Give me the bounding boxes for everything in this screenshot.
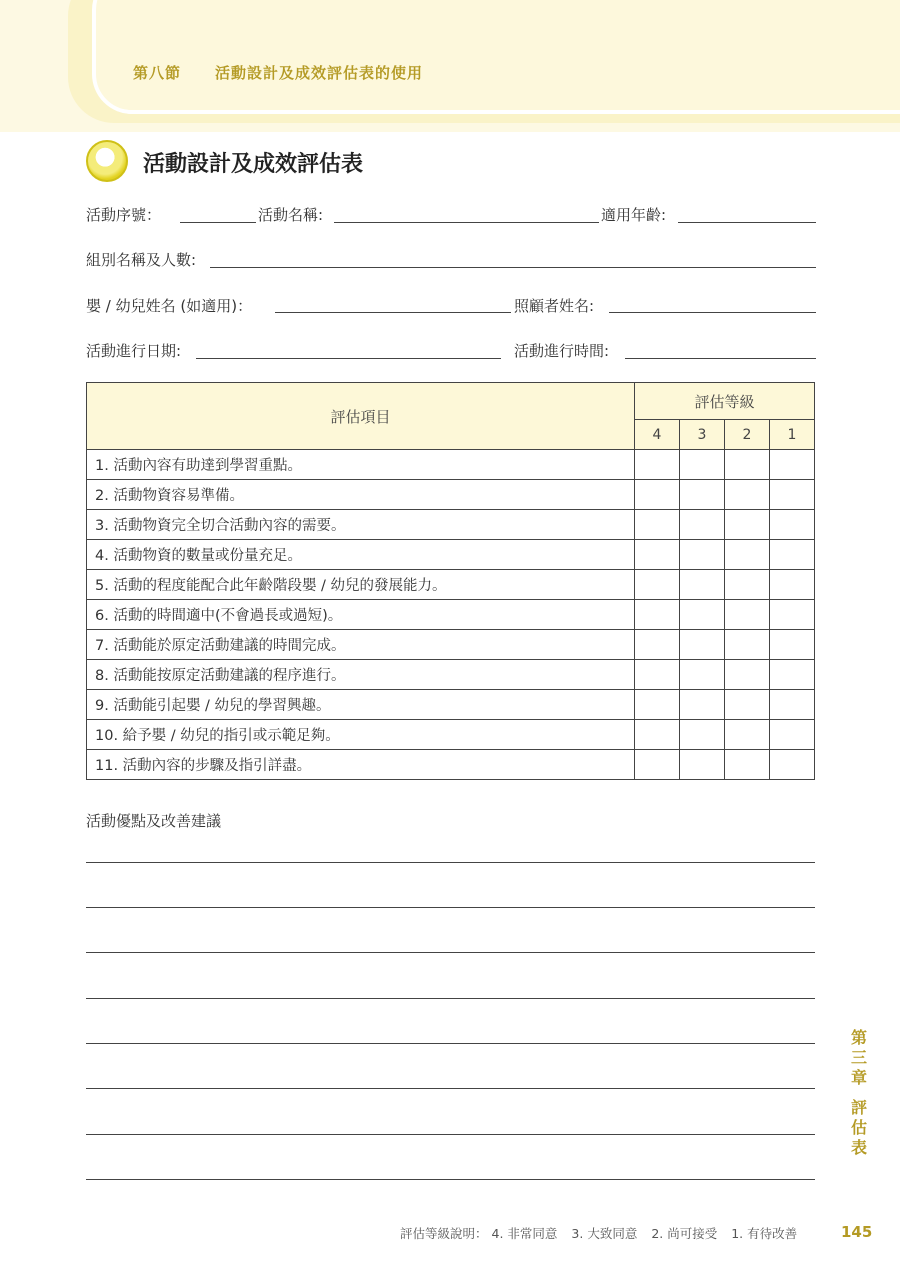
section-header <box>133 62 423 83</box>
score-cell[interactable] <box>635 540 680 570</box>
table-body <box>87 450 815 780</box>
score-cell[interactable] <box>680 600 725 630</box>
evaluation-item: 8. 活動能按原定活動建議的程序進行。 <box>87 660 635 690</box>
score-cell[interactable] <box>725 540 770 570</box>
score-cell[interactable] <box>770 690 815 720</box>
side-tab-char: 三 <box>850 1048 867 1067</box>
group-name-count-line[interactable] <box>210 267 816 268</box>
score-header-1: 1 <box>770 420 815 450</box>
score-cell[interactable] <box>770 570 815 600</box>
table-row <box>87 690 815 720</box>
score-cell[interactable] <box>635 750 680 780</box>
score-cell[interactable] <box>635 600 680 630</box>
score-cell[interactable] <box>725 630 770 660</box>
child-name-line[interactable] <box>275 312 511 313</box>
score-cell[interactable] <box>770 510 815 540</box>
evaluation-table <box>86 382 815 780</box>
advice-line[interactable] <box>86 1179 815 1180</box>
score-cell[interactable] <box>770 450 815 480</box>
advice-line[interactable] <box>86 907 815 908</box>
evaluation-item: 7. 活動能於原定活動建議的時間完成。 <box>87 630 635 660</box>
score-cell[interactable] <box>770 540 815 570</box>
advice-line[interactable] <box>86 862 815 863</box>
table-row <box>87 750 815 780</box>
score-cell[interactable] <box>725 570 770 600</box>
score-cell[interactable] <box>680 630 725 660</box>
advice-label: 活動優點及改善建議 <box>86 812 222 830</box>
score-cell[interactable] <box>680 660 725 690</box>
score-cell[interactable] <box>770 600 815 630</box>
evaluation-item: 9. 活動能引起嬰 / 幼兒的學習興趣。 <box>87 690 635 720</box>
score-header-2: 2 <box>725 420 770 450</box>
score-cell[interactable] <box>770 720 815 750</box>
score-cell[interactable] <box>635 570 680 600</box>
score-cell[interactable] <box>635 630 680 660</box>
score-cell[interactable] <box>725 660 770 690</box>
table-row <box>87 450 815 480</box>
page-number: 145 <box>841 1223 873 1241</box>
score-cell[interactable] <box>635 720 680 750</box>
activity-no-line[interactable] <box>180 222 256 223</box>
table-row <box>87 570 815 600</box>
activity-name-line[interactable] <box>334 222 599 223</box>
side-tab-char: 表 <box>850 1138 867 1157</box>
advice-line[interactable] <box>86 1134 815 1135</box>
legend-item: 4. 非常同意 <box>491 1226 558 1241</box>
score-cell[interactable] <box>770 630 815 660</box>
grade-header: 評估等級 <box>635 383 815 420</box>
evaluation-item: 5. 活動的程度能配合此年齡階段嬰 / 幼兒的發展能力。 <box>87 570 635 600</box>
score-cell[interactable] <box>725 480 770 510</box>
side-tab-char: 章 <box>850 1068 867 1087</box>
evaluation-item: 2. 活動物資容易準備。 <box>87 480 635 510</box>
caregiver-name-label: 照顧者姓名: <box>514 297 595 315</box>
evaluation-item: 10. 給予嬰 / 幼兒的指引或示範足夠。 <box>87 720 635 750</box>
caregiver-name-line[interactable] <box>609 312 816 313</box>
score-cell[interactable] <box>680 510 725 540</box>
side-tab-chapter <box>849 1028 869 1088</box>
score-cell[interactable] <box>680 480 725 510</box>
section-title: 活動設計及成效評估表的使用 <box>215 64 424 82</box>
score-cell[interactable] <box>635 480 680 510</box>
table-header-row <box>87 383 815 420</box>
score-cell[interactable] <box>680 540 725 570</box>
evaluation-item: 3. 活動物資完全切合活動內容的需要。 <box>87 510 635 540</box>
score-cell[interactable] <box>770 480 815 510</box>
score-cell[interactable] <box>680 690 725 720</box>
evaluation-item: 4. 活動物資的數量或份量充足。 <box>87 540 635 570</box>
score-cell[interactable] <box>680 750 725 780</box>
side-tab-char: 估 <box>850 1118 867 1137</box>
legend-item: 3. 大致同意 <box>571 1226 638 1241</box>
evaluation-item: 11. 活動內容的步驟及指引詳盡。 <box>87 750 635 780</box>
table-row <box>87 660 815 690</box>
score-cell[interactable] <box>635 660 680 690</box>
section-number: 第八節 <box>133 64 182 82</box>
legend-item: 2. 尚可接受 <box>651 1226 718 1241</box>
item-header: 評估項目 <box>87 383 635 450</box>
activity-time-line[interactable] <box>625 358 816 359</box>
score-cell[interactable] <box>635 510 680 540</box>
score-cell[interactable] <box>770 660 815 690</box>
child-name-label: 嬰 / 幼兒姓名 (如適用)： <box>86 297 253 315</box>
side-tab-char: 第 <box>850 1028 867 1047</box>
advice-line[interactable] <box>86 998 815 999</box>
advice-line[interactable] <box>86 1088 815 1089</box>
activity-date-line[interactable] <box>196 358 501 359</box>
bullet-circle-icon <box>86 140 128 182</box>
score-cell[interactable] <box>725 690 770 720</box>
score-cell[interactable] <box>680 720 725 750</box>
group-name-count-label: 組別名稱及人數: <box>86 251 197 269</box>
page-title: 活動設計及成效評估表 <box>143 152 364 177</box>
suitable-age-line[interactable] <box>678 222 816 223</box>
score-cell[interactable] <box>635 690 680 720</box>
score-cell[interactable] <box>635 450 680 480</box>
advice-line[interactable] <box>86 952 815 953</box>
side-tab-char: 評 <box>850 1098 867 1117</box>
activity-name-label: 活動名稱: <box>258 206 324 224</box>
activity-date-label: 活動進行日期: <box>86 342 182 360</box>
header-inner <box>92 0 900 114</box>
score-header-4: 4 <box>635 420 680 450</box>
score-cell[interactable] <box>725 600 770 630</box>
score-header-3: 3 <box>680 420 725 450</box>
advice-line[interactable] <box>86 1043 815 1044</box>
evaluation-item: 1. 活動內容有助達到學習重點。 <box>87 450 635 480</box>
legend-item: 1. 有待改善 <box>731 1226 798 1241</box>
score-cell[interactable] <box>725 750 770 780</box>
legend-label: 評估等級說明： <box>400 1226 488 1241</box>
score-cell[interactable] <box>680 570 725 600</box>
side-tab-name <box>849 1098 869 1158</box>
table-row <box>87 630 815 660</box>
score-cell[interactable] <box>725 720 770 750</box>
evaluation-item: 6. 活動的時間適中(不會過長或過短)。 <box>87 600 635 630</box>
score-cell[interactable] <box>725 510 770 540</box>
score-cell[interactable] <box>770 750 815 780</box>
score-cell[interactable] <box>725 450 770 480</box>
score-cell[interactable] <box>680 450 725 480</box>
grade-legend <box>400 1224 811 1242</box>
table-row <box>87 540 815 570</box>
activity-no-label: 活動序號： <box>86 206 162 224</box>
activity-time-label: 活動進行時間: <box>514 342 610 360</box>
table-row <box>87 510 815 540</box>
table-row <box>87 480 815 510</box>
suitable-age-label: 適用年齡: <box>601 206 667 224</box>
table-row <box>87 600 815 630</box>
table-row <box>87 720 815 750</box>
